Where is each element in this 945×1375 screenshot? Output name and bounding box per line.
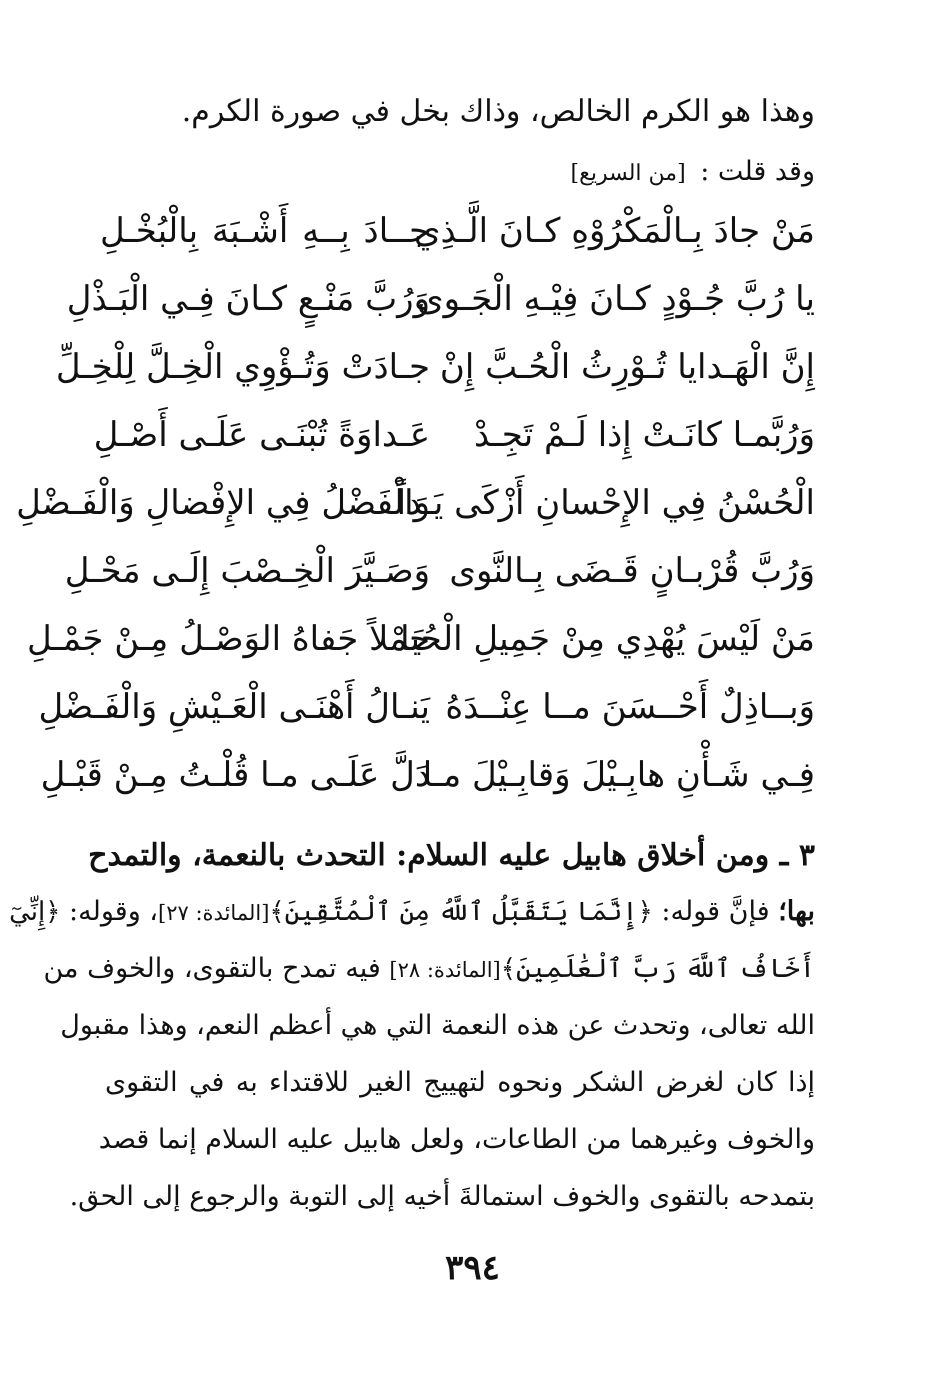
verse-first-hemistich: الْحُسْنُ فِي الإِحْسانِ أَزْكَى يَـداً	[396, 483, 815, 523]
paragraph-text: فيه تمدح بالتقوى، والخوف من	[43, 953, 390, 984]
verse	[40, 744, 815, 812]
intro-line: وهذا هو الكرم الخالص، وذاك بخل في صورة الكرم.	[181, 94, 815, 129]
verse-second-hemistich: عَـداوَةً تُبْنَـى عَلَـى أَصْـلِ	[93, 415, 430, 455]
verse-second-hemistich: وَرُبَّ مَنْـعٍ كـانَ فِـي الْبَـذْلِ	[66, 279, 430, 319]
quran-reference: [المائدة: ٢٧]	[158, 901, 270, 925]
poem-intro-text: وقد قلت :	[700, 156, 815, 187]
quran-verse: ﴿إِنَّمَا يَتَقَبَّلُ ٱللَّهُ مِنَ ٱلْمُتَّقِينَ﴾	[269, 897, 653, 927]
poem-meter-label: [من السريع]	[570, 161, 686, 186]
verse-second-hemistich: وَالْفَضْلُ فِي الإِفْضالِ وَالْفَـضْلِ	[16, 483, 430, 523]
verse-second-hemistich: دَلَّ عَلَـى مـا قُلْـتُ مِـنْ قَبْـلِ	[40, 755, 430, 795]
paragraph-text: ، وقوله:	[60, 896, 159, 927]
verse-first-hemistich: فِـي شَـأْنِ هابِـيْلَ وَقابِـيْلَ مـا	[422, 755, 815, 795]
quran-verse: ﴿إِنِّيٓ	[9, 897, 61, 927]
paragraph-text: فإنَّ قوله:	[652, 896, 779, 927]
verse-second-hemistich: جَمْلاً جَفاهُ الوَصْـلُ مِـنْ جَمْـلِ	[27, 619, 430, 659]
verse-first-hemistich: وَرُبَّ قُرْبـانٍ قَـضَى بِـالنَّوى	[449, 551, 815, 591]
section-heading: ٣ ـ ومن أخلاق هابيل عليه السلام: التحدث بالنعمة، والتمدح	[88, 838, 815, 873]
paragraph-line: بتمدحه بالتقوى والخوف استمالةَ أخيه إلى التوبة والرجوع إلى الحق.	[69, 1181, 815, 1212]
verse-second-hemistich: وَصَـيَّرَ الْخِـصْبَ إِلَـى مَحْـلِ	[64, 551, 430, 591]
paragraph-line: والخوف وغيرهما من الطاعات، ولعل هابيل عليه السلام إنما قصد	[98, 1124, 815, 1155]
verse-first-hemistich: وَبــاذِلٌ أَحْــسَنَ مــا عِنْــدَهُ	[445, 687, 815, 727]
verse-first-hemistich: إِنَّ الْهَـدايا تُـوْرِثُ الْحُـبَّ إِنْ	[439, 347, 815, 387]
verse	[27, 608, 815, 676]
verse-first-hemistich: مَنْ جادَ بِـالْمَكْرُوْهِ كـانَ الَّـذِي	[413, 211, 815, 251]
verse-first-hemistich: يا رُبَّ جُـوْدٍ كـانَ فِيْـهِ الْجَـوى	[416, 279, 815, 319]
verse-second-hemistich: جـادَتْ وَتُـؤْوِي الْخِـلَّ لِلْخِـلِّ	[55, 347, 430, 387]
quran-verse: أَخَافُ ٱللَّهَ رَبَّ ٱلْعَٰلَمِينَ﴾	[500, 954, 815, 984]
heading-continuation: بها؛	[778, 896, 815, 927]
verse	[16, 472, 815, 540]
verse	[64, 540, 815, 608]
paragraph-line	[9, 886, 815, 939]
verse	[66, 268, 815, 336]
verse	[38, 676, 815, 744]
page-number: ٣٩٤	[445, 1248, 500, 1288]
paragraph-line: إذا كان لغرض الشكر ونحوه لتهييج الغير للاقتداء به في التقوى	[105, 1067, 815, 1098]
verse	[55, 336, 815, 404]
verse	[93, 404, 815, 472]
quran-reference: [المائدة: ٢٨]	[389, 958, 501, 982]
verse-second-hemistich: يَنـالُ أَهْنَـى الْعَـيْشِ وَالْفَـضْلِ	[38, 687, 430, 727]
verse-first-hemistich: مَنْ لَيْسَ يُهْدِي مِنْ جَمِيلِ الْحُبا	[400, 619, 815, 659]
poem-intro	[105, 150, 815, 196]
paragraph-line: الله تعالى، وتحدث عن هذه النعمة التي هي أعظم النعم، وهذا مقبول	[60, 1010, 815, 1041]
verse-second-hemistich: جــادَ بِــهِ أَشْـبَهَ بِالْبُخْـلِ	[100, 211, 430, 251]
paragraph-line	[43, 943, 815, 996]
poem	[16, 200, 815, 812]
verse-first-hemistich: وَرُبَّمـا كانَـتْ إِذا لَـمْ تَجِـدْ	[473, 415, 815, 455]
verse	[100, 200, 815, 268]
